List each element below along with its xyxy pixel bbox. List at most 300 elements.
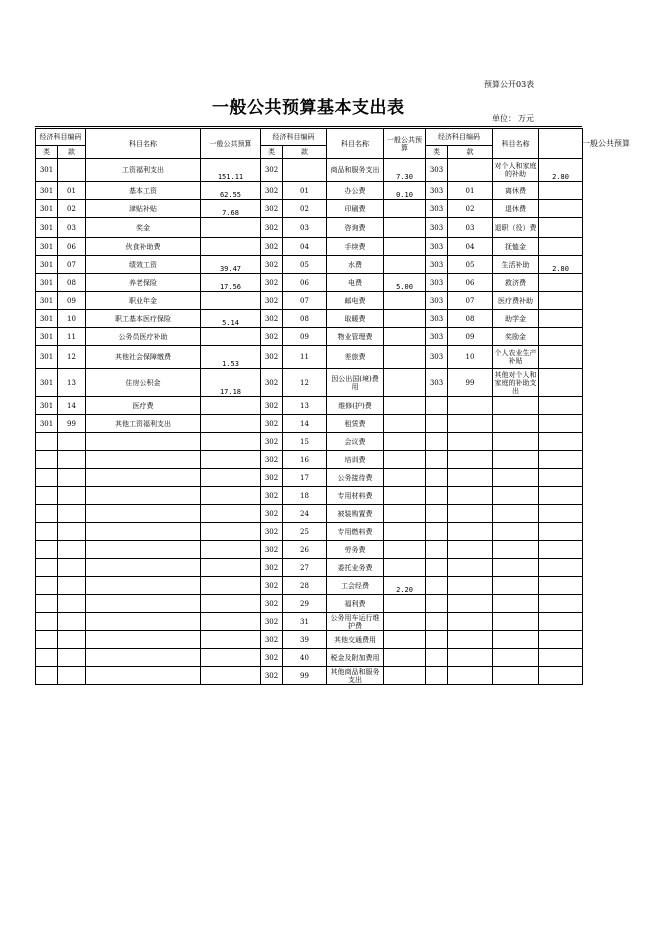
g2-kuan-cell: 09	[283, 328, 327, 346]
g3-name-cell: 奖励金	[493, 328, 539, 346]
g3-amt-cell	[539, 487, 583, 505]
g2-name-cell: 差旅费	[327, 346, 384, 369]
g3-name-cell	[493, 577, 539, 595]
g3-kuan-cell	[448, 523, 493, 541]
g3-lei-cell: 303	[426, 346, 448, 369]
g2-name-cell: 其他交通费用	[327, 631, 384, 649]
g2-kuan-cell: 39	[283, 631, 327, 649]
g1-lei-cell	[36, 613, 58, 631]
table-row	[36, 667, 583, 685]
g3-amt-cell	[539, 541, 583, 559]
g3-amt-cell	[539, 667, 583, 685]
table-row	[36, 346, 583, 369]
g3-amt-cell	[539, 369, 583, 397]
table-row	[36, 451, 583, 469]
g3-kuan-cell	[448, 397, 493, 415]
header-kuan-1: 款	[58, 146, 86, 159]
g1-amt-cell: 5.14	[201, 310, 261, 328]
g3-lei-cell: 303	[426, 292, 448, 310]
g1-amt-cell: 7.68	[201, 200, 261, 218]
g2-name-cell: 其他商品和服务支出	[327, 667, 384, 685]
g1-name-cell	[86, 433, 201, 451]
g1-name-cell: 工资福利支出	[86, 159, 201, 182]
header-subject-name-2: 科目名称	[327, 129, 384, 159]
g2-amt-cell	[384, 433, 426, 451]
g3-name-cell: 个人农业生产补贴	[493, 346, 539, 369]
g1-kuan-cell	[58, 559, 86, 577]
g2-name-cell: 维修(护)费	[327, 397, 384, 415]
g2-amt-cell	[384, 218, 426, 238]
g1-name-cell	[86, 577, 201, 595]
g1-amt-cell	[201, 238, 261, 256]
g1-amt-cell	[201, 328, 261, 346]
table-row	[36, 369, 583, 397]
g3-lei-cell: 303	[426, 200, 448, 218]
g1-lei-cell: 301	[36, 397, 58, 415]
g3-name-cell	[493, 541, 539, 559]
g1-kuan-cell: 11	[58, 328, 86, 346]
g3-amt-cell	[539, 649, 583, 667]
g3-name-cell	[493, 631, 539, 649]
g2-kuan-cell: 18	[283, 487, 327, 505]
g1-amt-cell	[201, 613, 261, 631]
header-econ-code-3: 经济科目编码	[426, 129, 493, 146]
page-title: 一般公共预算基本支出表	[212, 98, 405, 118]
g2-amt-cell	[384, 523, 426, 541]
g1-kuan-cell	[58, 595, 86, 613]
g1-name-cell: 伙食补助费	[86, 238, 201, 256]
g1-lei-cell	[36, 559, 58, 577]
g1-amt-cell	[201, 559, 261, 577]
g2-amt-cell	[384, 415, 426, 433]
g2-name-cell: 劳务费	[327, 541, 384, 559]
g3-amt-cell	[539, 451, 583, 469]
table-row	[36, 433, 583, 451]
g3-amt-cell	[539, 523, 583, 541]
g2-lei-cell: 302	[261, 328, 283, 346]
g2-name-cell: 商品和服务支出	[327, 159, 384, 182]
g3-kuan-cell: 10	[448, 346, 493, 369]
g2-amt-cell	[384, 505, 426, 523]
header-subject-name-1: 科目名称	[86, 129, 201, 159]
table-row	[36, 559, 583, 577]
g3-name-cell	[493, 595, 539, 613]
g1-kuan-cell	[58, 631, 86, 649]
header-general-budget-1: 一般公共预算	[201, 129, 261, 159]
g3-kuan-cell: 04	[448, 238, 493, 256]
g1-amt-cell	[201, 433, 261, 451]
table-row	[36, 631, 583, 649]
g2-amt-cell	[384, 238, 426, 256]
g1-lei-cell: 301	[36, 238, 58, 256]
g3-kuan-cell	[448, 559, 493, 577]
g2-lei-cell: 302	[261, 487, 283, 505]
g2-lei-cell: 302	[261, 523, 283, 541]
g3-name-cell	[493, 397, 539, 415]
g1-lei-cell	[36, 667, 58, 685]
g2-name-cell: 公务用车运行维护费	[327, 613, 384, 631]
g1-kuan-cell: 10	[58, 310, 86, 328]
g1-name-cell	[86, 505, 201, 523]
g3-amt-cell	[539, 415, 583, 433]
g1-lei-cell: 301	[36, 310, 58, 328]
g2-amt-cell	[384, 451, 426, 469]
g2-lei-cell: 302	[261, 667, 283, 685]
g1-amt-cell: 17.18	[201, 369, 261, 397]
table-row	[36, 487, 583, 505]
g2-amt-cell	[384, 346, 426, 369]
g3-name-cell	[493, 649, 539, 667]
g1-lei-cell	[36, 523, 58, 541]
g2-amt-cell	[384, 292, 426, 310]
g2-kuan-cell: 15	[283, 433, 327, 451]
g2-name-cell: 取暖费	[327, 310, 384, 328]
header-general-budget-3: 一般公共预算	[582, 139, 630, 148]
g1-kuan-cell: 09	[58, 292, 86, 310]
g3-amt-cell	[539, 505, 583, 523]
g3-name-cell	[493, 433, 539, 451]
g1-lei-cell: 301	[36, 200, 58, 218]
g2-kuan-cell: 24	[283, 505, 327, 523]
g1-amt-cell	[201, 218, 261, 238]
g2-kuan-cell: 14	[283, 415, 327, 433]
g3-name-cell: 离休费	[493, 182, 539, 200]
table-row	[36, 595, 583, 613]
header-lei-1: 类	[36, 146, 58, 159]
g1-lei-cell: 301	[36, 218, 58, 238]
unit-value: 万元	[518, 114, 534, 123]
g1-kuan-cell: 12	[58, 346, 86, 369]
g2-amt-cell: 5.00	[384, 274, 426, 292]
g1-name-cell: 养老保险	[86, 274, 201, 292]
g3-amt-cell	[539, 397, 583, 415]
table-row	[36, 328, 583, 346]
header-lei-3: 类	[426, 146, 448, 159]
g3-amt-cell	[539, 238, 583, 256]
unit-label	[492, 113, 534, 124]
g3-lei-cell: 303	[426, 238, 448, 256]
g1-lei-cell	[36, 595, 58, 613]
g3-name-cell	[493, 667, 539, 685]
g3-name-cell	[493, 559, 539, 577]
g2-kuan-cell: 12	[283, 369, 327, 397]
g3-lei-cell: 303	[426, 182, 448, 200]
g2-lei-cell: 302	[261, 346, 283, 369]
g1-kuan-cell	[58, 613, 86, 631]
g2-lei-cell: 302	[261, 238, 283, 256]
budget-table	[35, 128, 583, 685]
g3-kuan-cell	[448, 631, 493, 649]
g3-lei-cell: 303	[426, 369, 448, 397]
g1-name-cell: 其他社会保障缴费	[86, 346, 201, 369]
g1-kuan-cell	[58, 451, 86, 469]
g3-kuan-cell: 01	[448, 182, 493, 200]
g1-amt-cell: 151.11	[201, 159, 261, 182]
g1-amt-cell	[201, 451, 261, 469]
table-row	[36, 577, 583, 595]
table-row	[36, 397, 583, 415]
g1-kuan-cell	[58, 541, 86, 559]
g2-kuan-cell: 07	[283, 292, 327, 310]
table-row	[36, 415, 583, 433]
g2-amt-cell	[384, 369, 426, 397]
g3-lei-cell	[426, 631, 448, 649]
g1-kuan-cell: 03	[58, 218, 86, 238]
g3-lei-cell	[426, 649, 448, 667]
g2-amt-cell	[384, 200, 426, 218]
g2-name-cell: 手续费	[327, 238, 384, 256]
g3-lei-cell: 303	[426, 274, 448, 292]
header-econ-code-1: 经济科目编码	[36, 129, 86, 146]
g3-lei-cell	[426, 559, 448, 577]
g1-lei-cell: 301	[36, 159, 58, 182]
g1-kuan-cell: 07	[58, 256, 86, 274]
g3-kuan-cell	[448, 469, 493, 487]
g3-kuan-cell: 99	[448, 369, 493, 397]
g2-name-cell: 被装购置费	[327, 505, 384, 523]
table-row	[36, 182, 583, 200]
g2-amt-cell	[384, 310, 426, 328]
g3-lei-cell	[426, 505, 448, 523]
g3-kuan-cell	[448, 577, 493, 595]
g1-kuan-cell: 02	[58, 200, 86, 218]
g1-amt-cell: 1.53	[201, 346, 261, 369]
table-row	[36, 218, 583, 238]
g3-kuan-cell: 07	[448, 292, 493, 310]
g1-name-cell: 津贴补贴	[86, 200, 201, 218]
g3-amt-cell	[539, 595, 583, 613]
g3-kuan-cell: 03	[448, 218, 493, 238]
header-subject-name-3: 科目名称	[493, 129, 539, 159]
g2-lei-cell: 302	[261, 397, 283, 415]
g3-amt-cell	[539, 274, 583, 292]
g3-name-cell: 对个人和家庭的补助	[493, 159, 539, 182]
g3-kuan-cell	[448, 595, 493, 613]
g1-name-cell	[86, 613, 201, 631]
g2-amt-cell	[384, 595, 426, 613]
g2-kuan-cell: 01	[283, 182, 327, 200]
g1-lei-cell: 301	[36, 292, 58, 310]
g2-lei-cell: 302	[261, 292, 283, 310]
g2-kuan-cell: 11	[283, 346, 327, 369]
g1-lei-cell: 301	[36, 328, 58, 346]
g3-kuan-cell	[448, 667, 493, 685]
header-kuan-2: 款	[283, 146, 327, 159]
g2-lei-cell: 302	[261, 469, 283, 487]
g1-name-cell: 职业年金	[86, 292, 201, 310]
g1-name-cell: 住房公积金	[86, 369, 201, 397]
g1-kuan-cell: 06	[58, 238, 86, 256]
g2-amt-cell	[384, 559, 426, 577]
g2-kuan-cell: 27	[283, 559, 327, 577]
g1-lei-cell	[36, 451, 58, 469]
g1-name-cell: 公务员医疗补助	[86, 328, 201, 346]
g1-amt-cell	[201, 292, 261, 310]
g3-kuan-cell	[448, 159, 493, 182]
g3-amt-cell: 2.80	[539, 256, 583, 274]
g3-lei-cell	[426, 415, 448, 433]
g1-lei-cell: 301	[36, 369, 58, 397]
g1-amt-cell: 17.56	[201, 274, 261, 292]
g3-name-cell: 医疗费补助	[493, 292, 539, 310]
g2-amt-cell: 7.30	[384, 159, 426, 182]
g1-name-cell	[86, 595, 201, 613]
g3-name-cell: 生活补助	[493, 256, 539, 274]
g3-amt-cell	[539, 613, 583, 631]
g3-name-cell: 其他对个人和家庭的补助支出	[494, 370, 537, 395]
g3-amt-cell	[539, 292, 583, 310]
g3-kuan-cell	[448, 541, 493, 559]
g2-lei-cell: 302	[261, 505, 283, 523]
g1-kuan-cell	[58, 667, 86, 685]
table-row	[36, 310, 583, 328]
g1-amt-cell	[201, 469, 261, 487]
g2-kuan-cell: 08	[283, 310, 327, 328]
g1-amt-cell	[201, 523, 261, 541]
g2-amt-cell	[384, 613, 426, 631]
g2-kuan-cell: 28	[283, 577, 327, 595]
table-row	[36, 541, 583, 559]
table-row	[36, 649, 583, 667]
g1-kuan-cell	[58, 433, 86, 451]
g1-kuan-cell: 08	[58, 274, 86, 292]
g2-kuan-cell: 02	[283, 200, 327, 218]
g2-name-cell: 咨询费	[327, 218, 384, 238]
header-general-budget-2: 一般公共预 算	[384, 129, 426, 159]
table-row	[36, 159, 583, 182]
g1-lei-cell	[36, 433, 58, 451]
g2-name-cell: 工会经费	[327, 577, 384, 595]
g2-lei-cell: 302	[261, 451, 283, 469]
g2-lei-cell: 302	[261, 541, 283, 559]
g2-amt-cell	[384, 256, 426, 274]
g3-kuan-cell	[448, 487, 493, 505]
g1-name-cell	[86, 631, 201, 649]
g2-kuan-cell: 29	[283, 595, 327, 613]
g2-lei-cell: 302	[261, 274, 283, 292]
top-rule	[35, 126, 582, 127]
g2-kuan-cell: 26	[283, 541, 327, 559]
g1-name-cell	[86, 487, 201, 505]
g2-amt-cell: 2.20	[384, 577, 426, 595]
g1-amt-cell	[201, 541, 261, 559]
g1-kuan-cell	[58, 487, 86, 505]
g3-name-cell	[493, 469, 539, 487]
g3-amt-cell	[539, 631, 583, 649]
header-kuan-3: 款	[448, 146, 493, 159]
g3-lei-cell	[426, 667, 448, 685]
g1-name-cell: 其他工资福利支出	[86, 415, 201, 433]
g3-lei-cell	[426, 433, 448, 451]
g2-amt-cell	[384, 541, 426, 559]
g2-name-cell: 因公出国(境)费用	[327, 369, 384, 397]
g1-amt-cell	[201, 667, 261, 685]
g1-kuan-cell	[58, 159, 86, 182]
g3-kuan-cell	[448, 649, 493, 667]
g3-lei-cell	[426, 523, 448, 541]
g2-lei-cell: 302	[261, 595, 283, 613]
table-row	[36, 200, 583, 218]
g2-kuan-cell: 04	[283, 238, 327, 256]
g3-amt-cell	[539, 469, 583, 487]
g2-name-cell: 会议费	[327, 433, 384, 451]
g3-lei-cell	[426, 595, 448, 613]
g2-name-cell: 专用材料费	[327, 487, 384, 505]
g1-lei-cell: 301	[36, 256, 58, 274]
g1-amt-cell	[201, 505, 261, 523]
g1-kuan-cell: 13	[58, 369, 86, 397]
g2-amt-cell	[384, 328, 426, 346]
g2-name-cell: 公务接待费	[327, 469, 384, 487]
g1-name-cell: 奖金	[86, 218, 201, 238]
unit-prefix: 单位：	[492, 114, 516, 123]
g1-lei-cell	[36, 649, 58, 667]
header-row-1	[36, 129, 583, 146]
g3-amt-cell	[539, 328, 583, 346]
g2-lei-cell: 302	[261, 649, 283, 667]
g1-kuan-cell	[58, 649, 86, 667]
g2-lei-cell: 302	[261, 310, 283, 328]
g3-kuan-cell: 08	[448, 310, 493, 328]
g3-lei-cell: 303	[426, 310, 448, 328]
g2-name-cell: 租赁费	[327, 415, 384, 433]
g3-amt-cell	[539, 433, 583, 451]
g3-amt-cell	[539, 200, 583, 218]
g3-lei-cell: 303	[426, 218, 448, 238]
g3-lei-cell	[426, 487, 448, 505]
g3-kuan-cell: 09	[448, 328, 493, 346]
g3-kuan-cell: 05	[448, 256, 493, 274]
g1-kuan-cell: 01	[58, 182, 86, 200]
g2-lei-cell: 302	[261, 218, 283, 238]
g1-lei-cell: 301	[36, 415, 58, 433]
g2-kuan-cell: 25	[283, 523, 327, 541]
table-row	[36, 523, 583, 541]
g3-lei-cell	[426, 541, 448, 559]
g3-name-cell	[493, 505, 539, 523]
table-row	[36, 613, 583, 631]
g3-lei-cell	[426, 469, 448, 487]
g2-name-cell: 税金及附加费用	[327, 649, 384, 667]
g1-name-cell: 职工基本医疗保险	[86, 310, 201, 328]
g2-name-cell: 邮电费	[327, 292, 384, 310]
header-econ-code-2: 经济科目编码	[261, 129, 327, 146]
g3-lei-cell	[426, 577, 448, 595]
g1-amt-cell	[201, 631, 261, 649]
g2-lei-cell: 302	[261, 182, 283, 200]
g1-amt-cell: 39.47	[201, 256, 261, 274]
g1-name-cell	[86, 667, 201, 685]
g3-amt-cell	[539, 346, 583, 369]
g3-amt-cell	[539, 218, 583, 238]
g2-amt-cell	[384, 667, 426, 685]
g2-name-cell: 水费	[327, 256, 384, 274]
table-body	[36, 129, 583, 685]
g1-lei-cell: 301	[36, 274, 58, 292]
g1-amt-cell	[201, 595, 261, 613]
g2-lei-cell: 302	[261, 159, 283, 182]
g3-name-cell: 救济费	[493, 274, 539, 292]
g1-amt-cell	[201, 397, 261, 415]
g3-lei-cell	[426, 613, 448, 631]
g3-lei-cell	[426, 397, 448, 415]
g3-name-cell: 退职（役）费	[493, 218, 539, 238]
g2-kuan-cell	[283, 159, 327, 182]
g3-name-cell	[493, 415, 539, 433]
g1-amt-cell	[201, 649, 261, 667]
g1-lei-cell	[36, 469, 58, 487]
g2-name-cell: 电费	[327, 274, 384, 292]
